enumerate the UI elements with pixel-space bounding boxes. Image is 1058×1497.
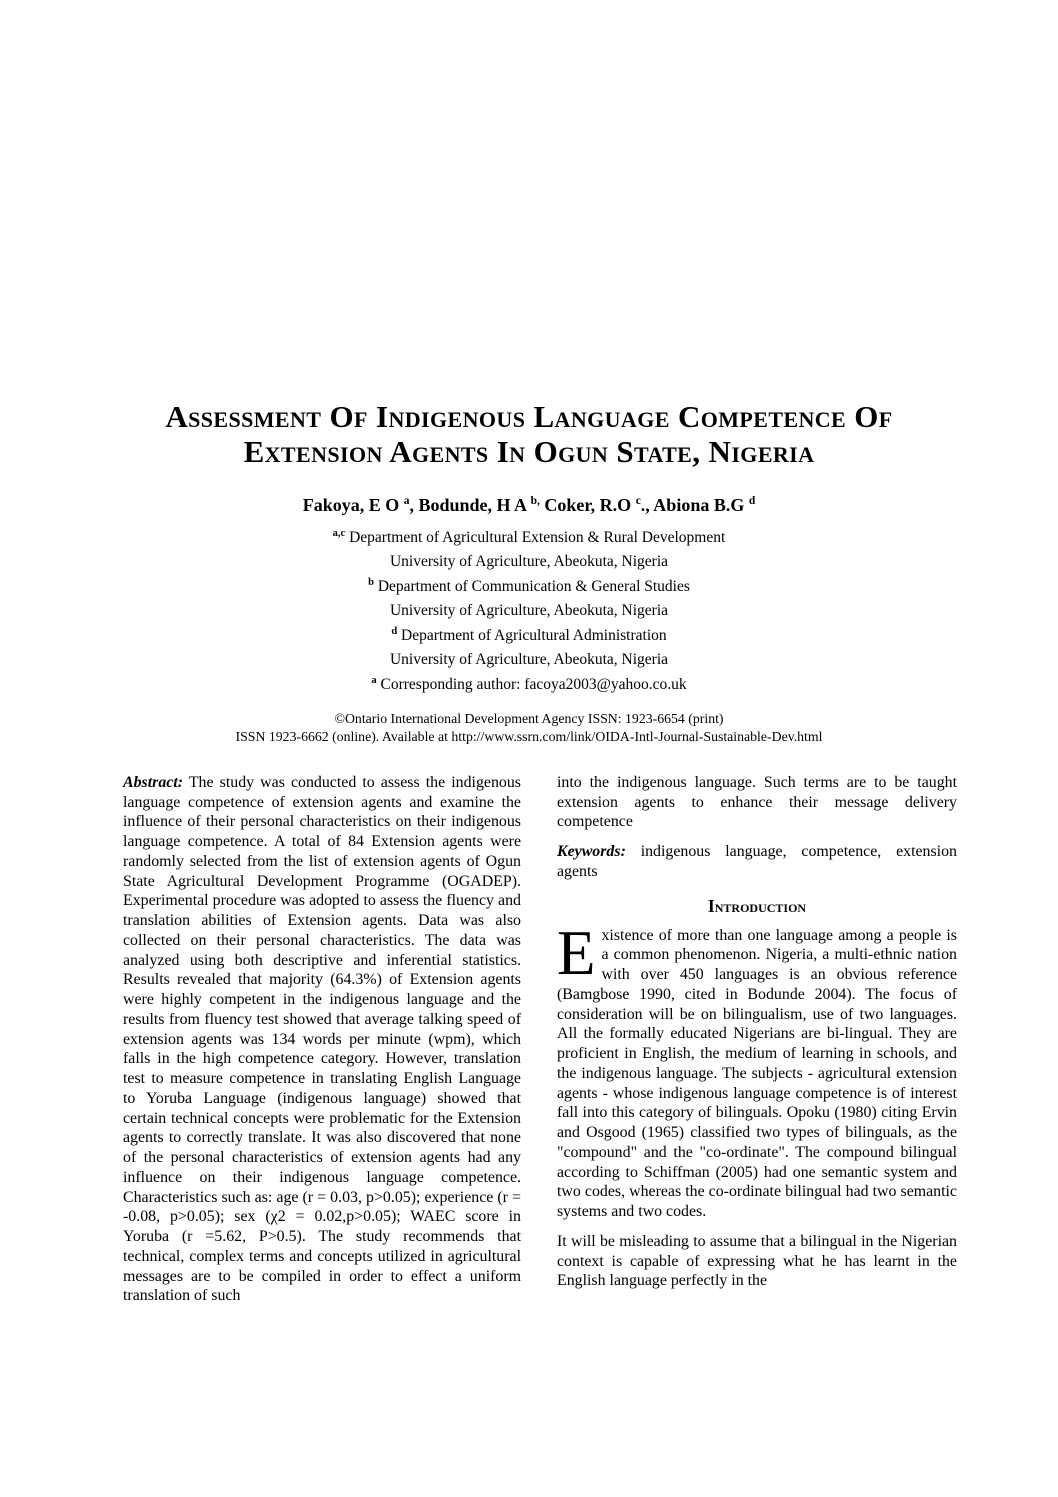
affiliation-text: University of Agriculture, Abeokuta, Nigeria: [389, 651, 669, 669]
issn-line-2: ISSN 1923-6662 (online). Available at http://www.ssrn.com/link/OIDA-Intl-Journal-Sustainable-Dev.html: [235, 728, 823, 744]
abstract-text: The study was conducted to assess the indigenous language competence of extension agents and examine the influence of their personal characteristics on their indigenous language competence. A total of 84 Extension agents were randomly selected from the list of extension agents of Ogun State Agricultural Development Programme (OGADEP). Experimental procedure was adopted to assess the fluency and translation abilities of Extension agents. Data was also collected on their personal characteristics. The data was analyzed using both descriptive and inferential statistics. Results revealed that majority (64.3%) of Extension agents were highly competent in the indigenous language and the results from fluency test showed that average talking speed of extension agents was 134 words per minute (wpm), which falls in the high competence category. However, translation test to measure competence in translating English Language to Yoruba Language (indigenous language) showed that certain technical concepts were problematic for the Extension agents to correctly translate. It was also discovered that none of the personal characteristics of extension agents had any influence on their indigenous language competence. Characteristics such as: age (r = 0.03, p>0.05); experience (r = -0.08, p>0.05); sex (χ2 = 0.02,p>0.05); WAEC score in Yoruba (r =5.62, P>0.5). The study recommends that technical, complex terms and concepts utilized in agricultural messages are to be compiled in order to effect a uniform translation of such: [123, 773, 521, 1305]
affiliation-superscript: d: [391, 625, 398, 637]
author-name-part: Fakoya, E O: [302, 495, 404, 515]
keywords-text: indigenous language, competence, extension agents: [557, 843, 957, 880]
affiliation-line: [0, 548, 1058, 572]
abstract-continued-paragraph: into the indigenous language. Such terms are to be taught extension agents to enhance their message delivery competence: [557, 773, 957, 831]
page-header: [0, 0, 1058, 745]
left-column: [123, 773, 521, 1306]
affiliation-text: Department of Agricultural Administration: [397, 626, 667, 644]
author-superscript: c: [635, 495, 641, 507]
introduction-heading: Introduction: [707, 895, 807, 916]
affiliation-line: [0, 671, 1058, 695]
title-line-2: Extension Agents In Ogun State, Nigeria: [243, 434, 815, 469]
affiliation-line: [0, 573, 1058, 597]
affiliation-line: [0, 646, 1058, 670]
affiliation-line: [0, 622, 1058, 646]
author-superscript: b,: [530, 495, 540, 507]
author-name-part: ., Abiona B.G: [640, 495, 749, 515]
keywords-paragraph: [557, 842, 957, 882]
affiliation-text: Corresponding author: facoya2003@yahoo.co.uk: [376, 675, 687, 693]
affiliation-text: Department of Communication & General Studies: [373, 578, 690, 596]
affiliation-text: University of Agriculture, Abeokuta, Nigeria: [389, 602, 669, 620]
affiliation-line: [0, 597, 1058, 621]
affiliation-line: [0, 524, 1058, 548]
affiliation-superscript: a: [371, 674, 377, 686]
abstract-label: Abstract:: [123, 773, 184, 791]
author-name-part: , Bodunde, H A: [409, 495, 531, 515]
affiliation-text: Department of Agricultural Extension & Rural Development: [345, 529, 726, 547]
affiliation-text: University of Agriculture, Abeokuta, Nigeria: [389, 553, 669, 571]
author-superscript: d: [748, 495, 756, 507]
author-name-part: Coker, R.O: [539, 495, 636, 515]
content-columns: [123, 773, 957, 1306]
title-line-1: Assessment Of Indigenous Language Competence Of: [165, 399, 893, 434]
right-column: [557, 773, 957, 1306]
issn-line-1: ©Ontario International Development Agency ISSN: 1923-6654 (print): [334, 711, 724, 727]
drop-cap: E: [557, 917, 596, 988]
affiliation-superscript: a,c: [332, 528, 346, 539]
authors-line: [0, 494, 1058, 519]
affiliation-superscript: b: [368, 576, 374, 588]
introduction-paragraph-1: [557, 917, 957, 1222]
introduction-paragraph-2: It will be misleading to assume that a bilingual in the Nigerian context is capable of expressing what he has learnt in the English language perfectly in the: [557, 1232, 957, 1290]
affiliations-block: [0, 524, 1058, 695]
abstract-paragraph: [123, 773, 521, 1306]
introduction-text-1: xistence of more than one language among a people is a common phenomenon. Nigeria, a multi-ethnic nation with over 450 languages is an obvious reference (Bamgbose 1990, cited in Bodunde 2004). The focus of consideration will be on bilingualism, use of two languages. All the formally educated Nigerians are bi-lingual. They are proficient in English, the medium of learning in schools, and the indigenous language. The subjects - agricultural extension agents - whose indigenous language competence is of interest fall into this category of bilinguals. Opoku (1980) citing Ervin and Osgood (1965) classified two types of bilinguals, as the "compound" and the "co-ordinate". The compound bilingual according to Schiffman (2005) had one semantic system and two codes, whereas the co-ordinate bilingual had two semantic systems and two codes.: [557, 926, 957, 1221]
author-superscript: a: [403, 495, 410, 507]
keywords-label: Keywords:: [557, 843, 626, 861]
paper-title: [0, 399, 1058, 469]
issn-block: [0, 710, 1058, 745]
